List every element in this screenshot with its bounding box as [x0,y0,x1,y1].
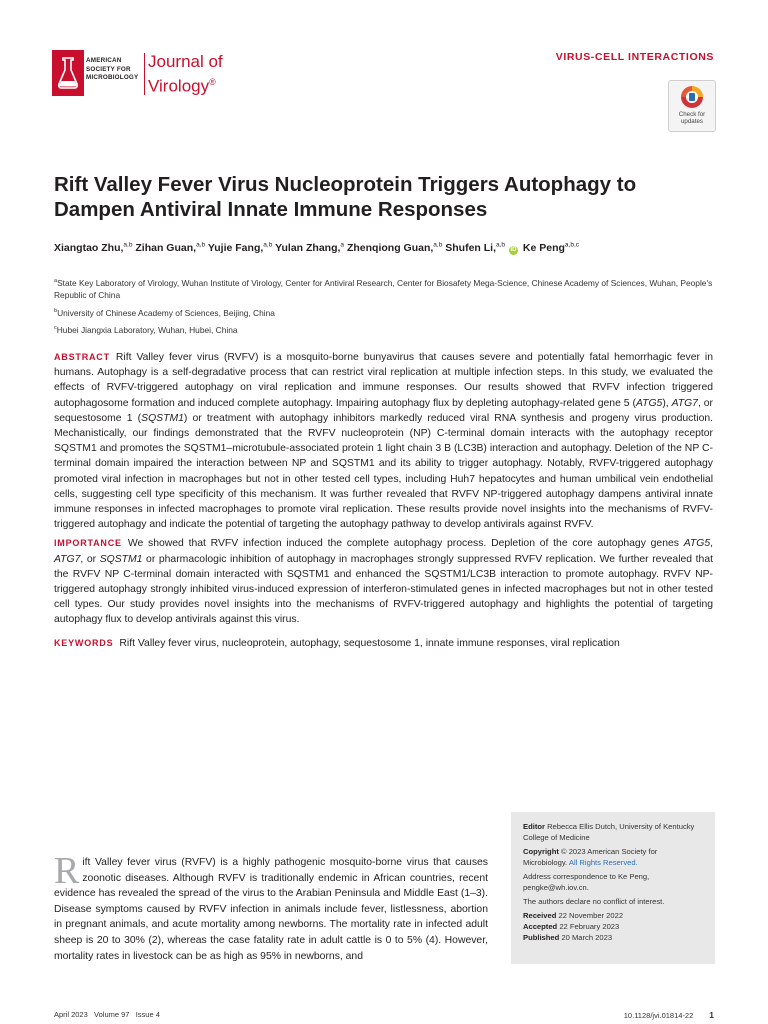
body-paragraph: Rift Valley fever virus (RVFV) is a highly pathogenic mosquito-borne virus that causes zoonotic diseases. Although RVFV is traditionally endemic in African countries, recent evidence has revealed the spread of the virus to the Arabian Peninsula and Middle East (1–3). Disease symptoms caused by RVFV infection in animals include fever, listlessness, abortion in pregnant animals, and acute mortality among newborns. The mortality rate in infected adult sheep is 20 to 30% (2), whereas the case fatality rate in adult cattle is 0 to 5% (4). However, mortality rates in livestock can be as high as 95% in newborns, and [54,850,488,962]
author-list [54,241,734,255]
keywords-label: KEYWORDS [54,637,114,648]
author[interactable]: Yulan Zhang,$^a$ [275,241,345,254]
check-for-updates-button[interactable] [668,80,716,132]
asm-wordmark: AMERICAN SOCIETY FOR MICROBIOLOGY [86,57,139,81]
author[interactable]: Shufen Li,$^{a,b}$ [445,241,506,254]
author[interactable]: Zihan Guan,$^{a,b}$ [135,241,206,254]
article-title: Rift Valley Fever Virus Nucleoprotein Triggers Autophagy to Dampen Antiviral Innate Immune Responses [54,173,637,221]
accepted-date: Accepted 22 February 2023 [523,922,620,931]
author[interactable]: Yujie Fang,$^{a,b}$ [207,241,273,254]
issue-info: April 2023 Volume 97 Issue 4 [54,1010,160,1019]
editor-info: Editor Rebecca Ellis Dutch, University of Kentucky College of Medicine [523,822,695,842]
check-updates-label: Check for updates [678,111,706,125]
abstract-section [54,350,713,655]
article-info-box [511,812,715,964]
affiliation: $^a$State Key Laboratory of Virology, Wuhan Institute of Virology, Center for Antiviral Research, Center for Biosafety Mega-Science, Chinese Academy of Sciences, Wuhan, People's Republic of China [54,277,713,301]
check-updates-icon [680,85,704,109]
correspondence-info: Address correspondence to Ke Peng, pengke@wh.iov.cn. [523,872,650,892]
section-label: VIRUS-CELL INTERACTIONS [555,51,714,63]
author[interactable]: Zhenqiong Guan,$^{a,b}$ [346,241,443,254]
copyright-info: Copyright © 2023 American Society for Microbiology. All Rights Reserved. [523,847,658,867]
doi-and-page [624,1010,714,1020]
rights-link[interactable]: All Rights Reserved. [568,858,638,867]
published-date: Published 20 March 2023 [523,933,613,942]
asm-flask-icon [52,50,84,96]
drop-cap: R [54,850,80,892]
affiliation: $^c$Hubei Jiangxia Laboratory, Wuhan, Hubei, China [54,324,238,335]
journal-name: Journal of Virology® [148,52,223,96]
author[interactable]: Xiangtao Zhu,$^{a,b}$ [54,241,133,254]
conflict-statement: The authors declare no conflict of interest. [523,897,665,906]
orcid-icon[interactable]: iD [510,246,517,253]
author[interactable]: Ke Peng$^{a,b,c}$ [522,241,579,254]
affiliation: $^b$University of Chinese Academy of Sciences, Beijing, China [54,307,275,318]
logo-divider [144,53,145,95]
abstract-label: ABSTRACT [54,352,110,362]
journal-logo [52,50,228,100]
received-date: Received 22 November 2022 [523,911,624,920]
abstract-paragraph: ABSTRACT Rift Valley fever virus (RVFV) is a mosquito-borne bunyavirus that causes severe and potentially fatal hemorrhagic fever in humans. Autophagy is a self-degradative process that can restrict viral replication at multiple infection steps. In this study, we evaluated the effects of RVFV-triggered autophagy on viral replication and immune responses. Our results showed that RVFV infection triggered autophagosome formation and induced complete autophagy. Impairing autophagy flux by depleting autophagy-related gene 5 (ATG5), ATG7, or sequestosome 1 (SQSTM1) or treatment with autophagy inhibitors markedly reduced viral RNA synthesis and progeny virus production. Mechanistically, our findings demonstrated that the RVFV nucleoprotein (NP) C-terminal domain interacts with the autophagy receptor SQSTM1 and promotes the SQSTM1–microtubule-associated protein 1 light chain 3 B (LC3B) interaction and autophagy. Deletion of the NP C-terminal domain impaired the interaction between NP and SQSTM1 and its ability to trigger autophagy. Notably, RVFV-triggered autophagy promoted viral infection in macrophages but not in other tested cell types, including Huh7 hepatocytes and human umbilical vein endothelial cells, suggesting cell type specificity of this mechanism. It was further revealed that RVFV NP-triggered autophagy dampens antiviral innate immune responses in infected macrophages to promote viral replication. These results provide novel insights into the mechanisms of RVFV-triggered autophagy and indicate the potential of targeting the autophagy pathway to develop antivirals against RVFV. [54,352,714,531]
page-number: 1 [709,1010,714,1020]
importance-label: IMPORTANCE [54,538,122,549]
keywords-paragraph: KEYWORDS Rift Valley fever virus, nucleoprotein, autophagy, sequestosome 1, innate immune responses, viral replication [54,637,620,649]
affiliations [54,275,714,339]
doi-link[interactable]: 10.1128/jvi.01814-22 [623,1011,694,1020]
importance-paragraph: IMPORTANCE We showed that RVFV infection induced the complete autophagy process. Depletion of the core autophagy genes ATG5, ATG7, or SQSTM1 or pharmacologic inhibition of autophagy in macrophages strongly suppressed RVFV replication. We further revealed that the RVFV NP C-terminal domain interacted with SQSTM1 and enhanced the SQSTM1/LC3B interaction to promote autophagy. RVFV NP-triggered autophagy strongly inhibited virus-induced expression of interferon-stimulated genes in infected macrophages but not in other tested cell types. Our study provides novel insights into the mechanisms of RVFV-triggered autophagy and highlights the potential of targeting autophagy flux to develop antivirals against this virus. [54,538,713,626]
